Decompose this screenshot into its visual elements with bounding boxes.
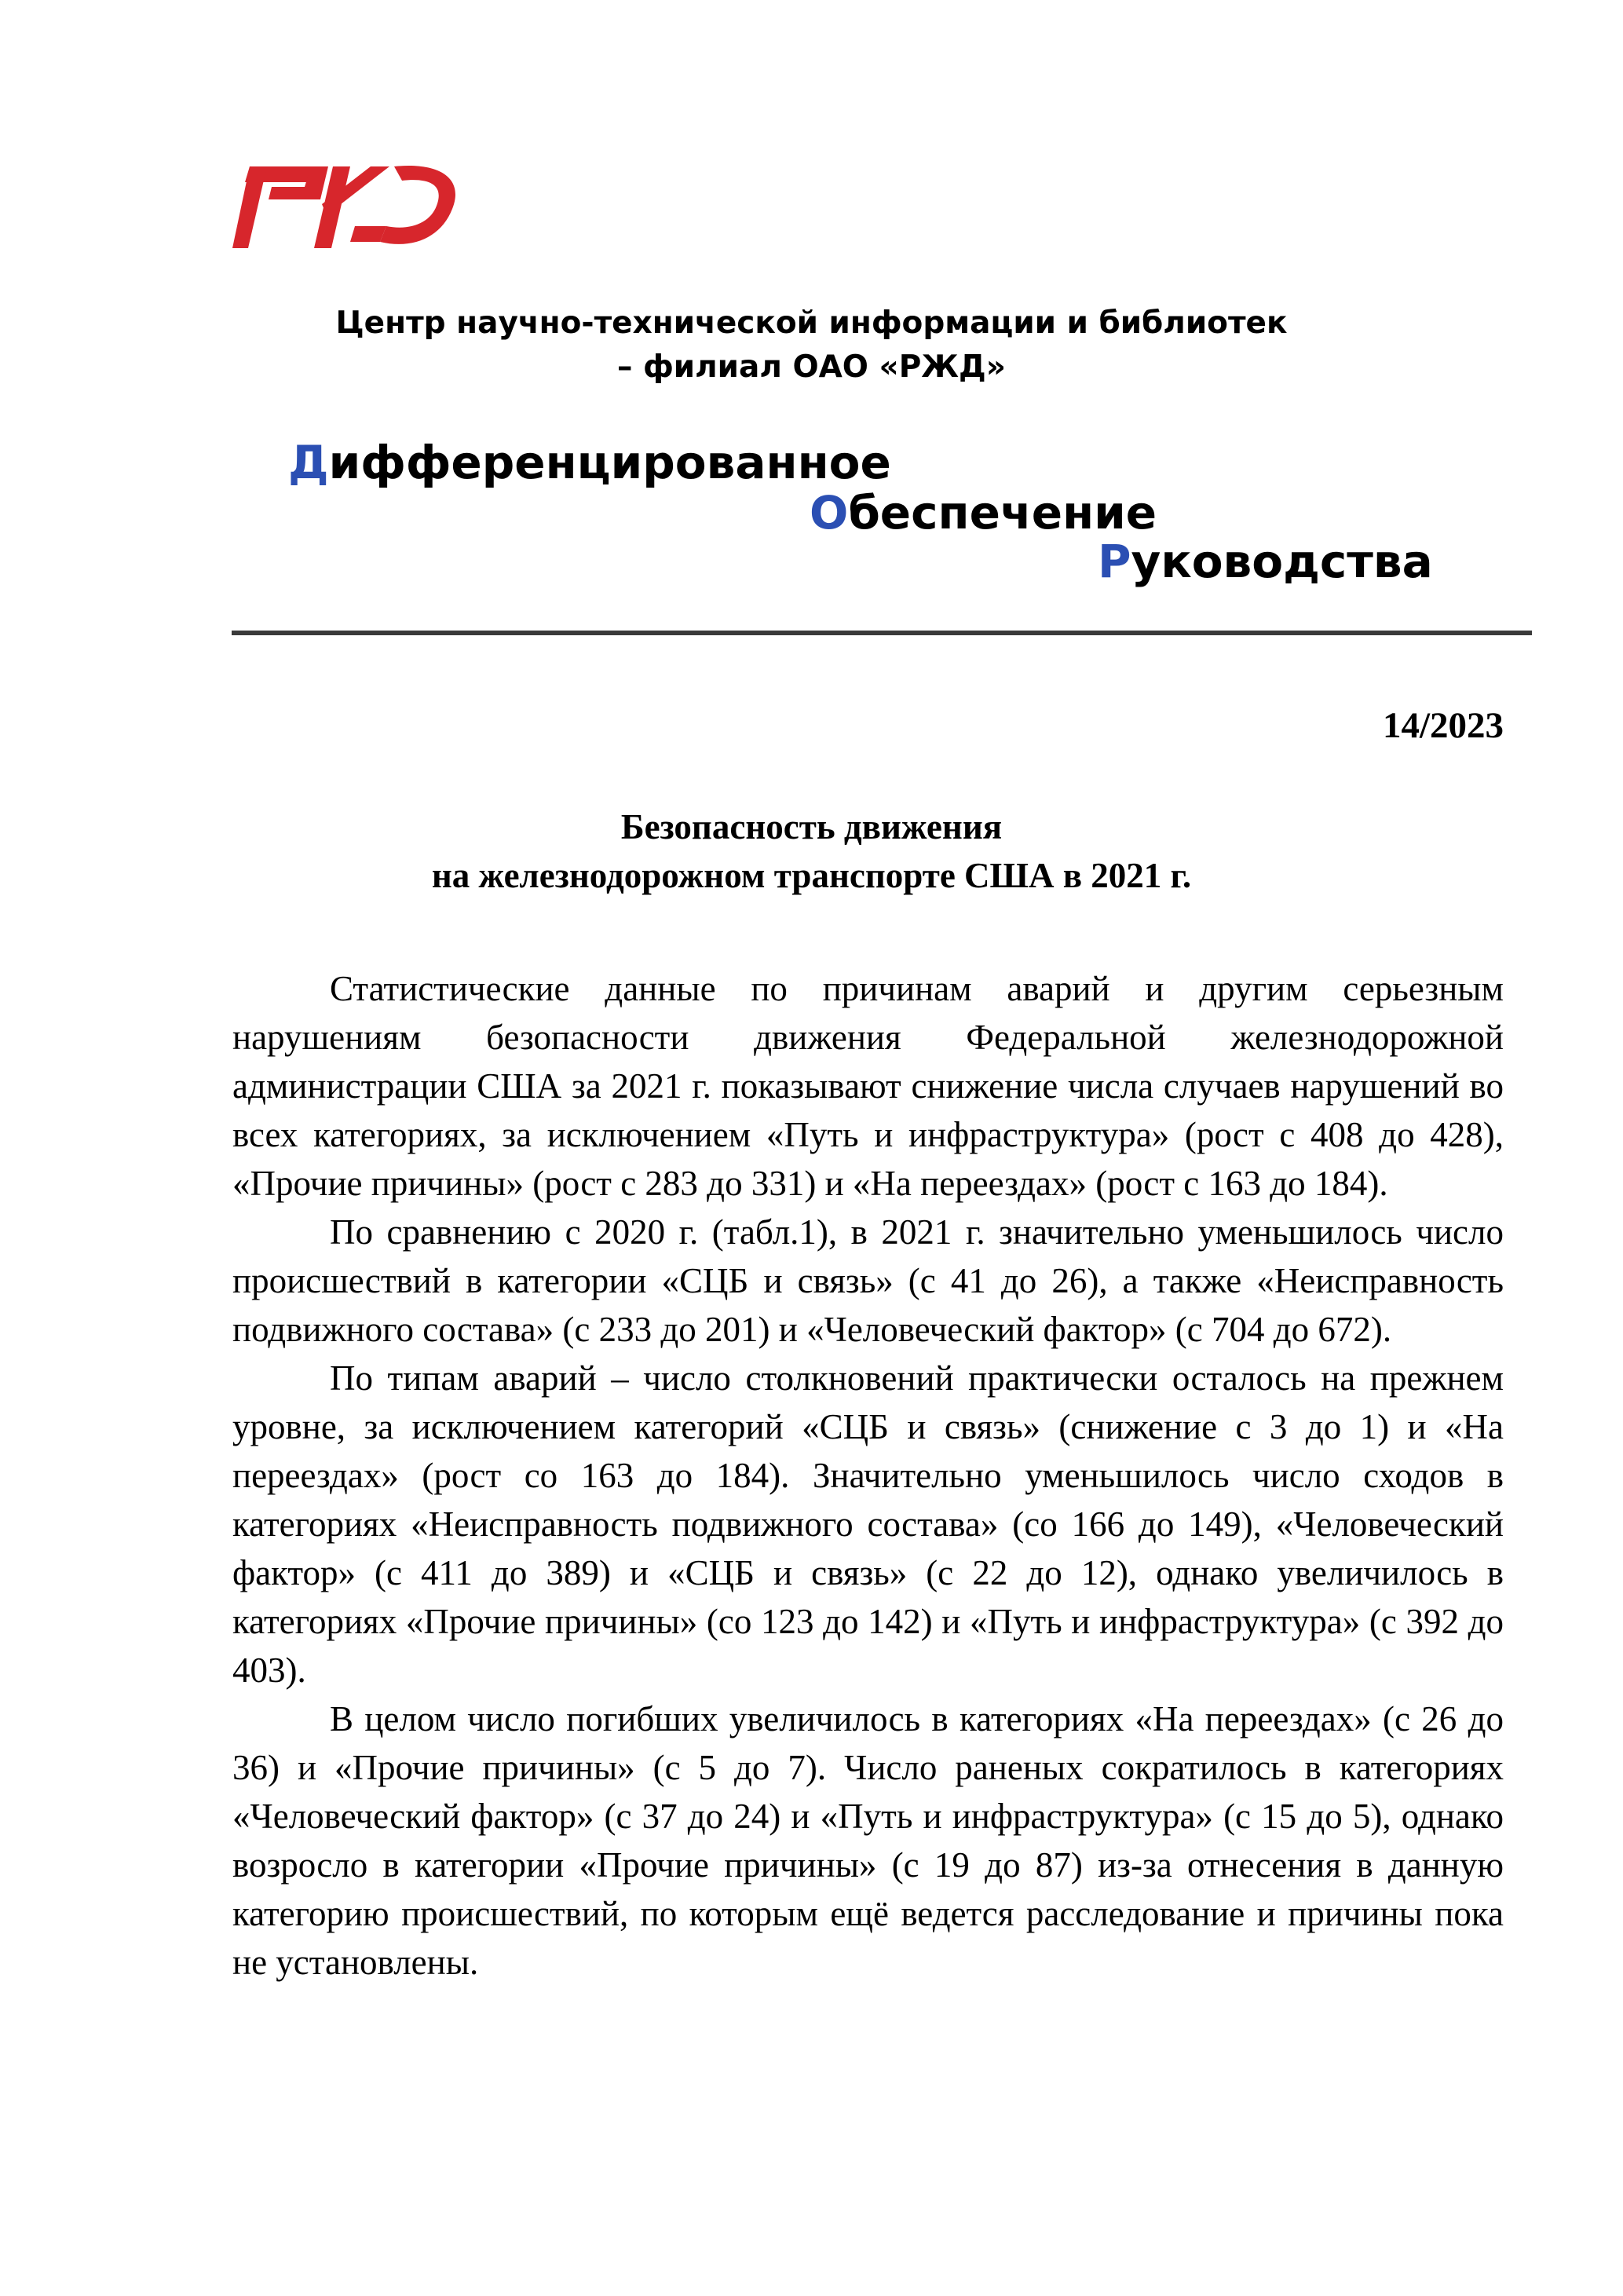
series-initial-2: О [810,486,849,539]
issue-number: 14/2023 [1382,705,1504,746]
series-line-2 [810,488,1157,538]
series-line-3 [1098,536,1433,587]
header-divider [232,631,1532,635]
org-line-2: – филиал ОАО «РЖД» [617,349,1006,385]
series-line-1 [288,437,891,488]
organization-name [0,302,1623,389]
paragraph-1: Статистические данные по причинам аварий и другим серьезным нарушениям безопасности движения Федеральной железнодорожной администрации США за 2021 г. показывают снижение числа случаев нарушений во всех категориях, за исключением «Путь и инфраструктура» (рост с 408 до 428), «Прочие причины» (рост с 283 до 331) и «На переездах» (рост с 163 до 184). [232,969,1504,1203]
title-line-1: Безопасность движения [620,807,1003,846]
document-body [232,964,1504,1987]
title-line-2: на железнодорожном транспорте США в 2021 г. [431,856,1192,895]
series-rest-2: беспечение [848,486,1157,539]
org-line-1: Центр научно-технической информации и библиотек [335,305,1288,341]
series-rest-1: ифференцированное [328,436,891,489]
paragraph-2: По сравнению с 2020 г. (табл.1), в 2021 г. значительно уменьшилось число происшествий в категории «СЦБ и связь» (с 41 до 26), а также «Неисправность подвижного состава» (с 233 до 201) и «Человеческий фактор» (с 704 до 672). [232,1212,1504,1349]
series-initial-1: Д [288,436,329,489]
document-title [0,803,1623,900]
rzd-logo [232,154,459,251]
paragraph-4: В целом число погибших увеличилось в категориях «На переездах» (с 26 до 36) и «Прочие причины» (с 5 до 7). Число раненых сократилось в категориях «Человеческий фактор» (с 37 до 24) и «Путь и инфраструктура» (с 15 до 5), однако возросло в категории «Прочие причины» (с 19 до 87) из-за отнесения в данную категорию происшествий, по которым ещё ведется расследование и причины пока не установлены. [232,1699,1504,1982]
series-initial-3: Р [1098,535,1131,588]
series-rest-3: уководства [1131,535,1433,588]
paragraph-3: По типам аварий – число столкновений практически осталось на прежнем уровне, за исключением категорий «СЦБ и связь» (снижение с 3 до 1) и «На переездах» (рост со 163 до 184). Значительно уменьшилось число сходов в категориях «Неисправность подвижного состава» (со 166 до 149), «Человеческий фактор» (с 411 до 389) и «СЦБ и связь» (с 22 до 12), однако увеличилось в категориях «Прочие причины» (со 123 до 142) и «Путь и инфраструктура» (с 392 до 403). [232,1358,1504,1690]
